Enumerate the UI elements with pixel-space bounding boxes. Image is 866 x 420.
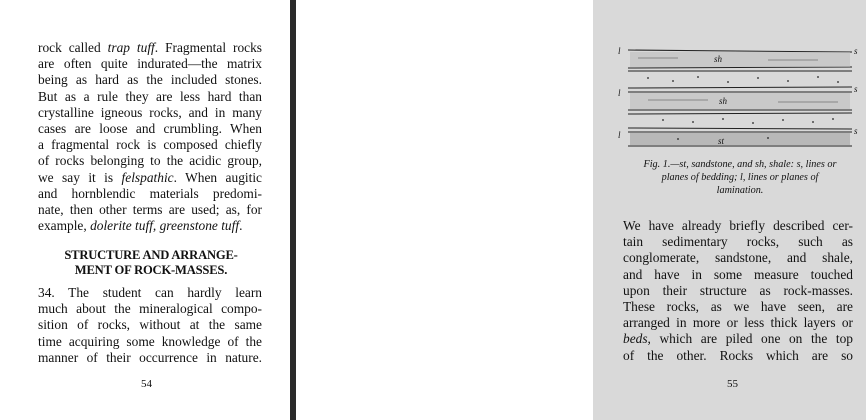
text-line: tain sedimentary rocks, such as bbox=[623, 234, 853, 250]
figure-label-lamination: l bbox=[618, 88, 621, 98]
text-line: upon their structure as rock-masses. bbox=[623, 282, 853, 298]
italic-term: dolerite tuff, greenstone tuff bbox=[90, 218, 240, 234]
text-line: cases are loose and crumbling. When bbox=[38, 121, 262, 137]
figure-label-bedding: s bbox=[854, 46, 858, 56]
figure-caption bbox=[614, 158, 866, 197]
text-line bbox=[623, 331, 853, 347]
text-line bbox=[38, 218, 262, 234]
left-paragraph-1 bbox=[38, 40, 262, 234]
heading-line: MENT OF ROCK-MASSES. bbox=[74, 263, 228, 277]
caption-line: lamination. bbox=[716, 185, 764, 196]
figure-label-lamination: l bbox=[618, 46, 621, 56]
caption-line: Fig. 1.—st, sandstone, and sh, shale: s, lines or bbox=[643, 159, 837, 170]
text-line: manner of their occurrence in nature. bbox=[38, 349, 262, 365]
text-line: are often quite indurated—the matrix bbox=[38, 56, 262, 72]
text-line: 34. The student can hardly learn bbox=[38, 285, 262, 300]
text-line: sition of rocks, without at the same bbox=[38, 317, 262, 333]
text-run: rock called bbox=[38, 40, 108, 55]
figure-label-shale: sh bbox=[714, 54, 723, 64]
text-line: and have in some measure touched bbox=[623, 266, 853, 282]
right-page bbox=[296, 0, 858, 420]
text-line: crystalline igneous rocks, and in many bbox=[38, 104, 262, 120]
text-line: being as hard as the included stones. bbox=[38, 72, 262, 88]
text-line bbox=[38, 40, 262, 56]
text-run: we say it is bbox=[38, 169, 122, 185]
text-line bbox=[38, 170, 262, 186]
italic-term: felspathic bbox=[121, 169, 174, 185]
text-run: . bbox=[239, 218, 243, 234]
text-line: arranged in more or less thick layers or bbox=[623, 315, 853, 331]
page-number-right: 55 bbox=[727, 378, 738, 390]
text-line: a fragmental rock is composed chiefly bbox=[38, 137, 262, 153]
italic-term: trap tuff bbox=[107, 40, 155, 55]
text-line: conglomerate, sandstone, and shale, bbox=[623, 250, 853, 266]
text-run: example, bbox=[38, 218, 91, 234]
text-line: of the other. Rocks which are so bbox=[623, 347, 853, 363]
left-page bbox=[0, 0, 290, 420]
text-line: But as a rule they are less hard than bbox=[38, 88, 262, 104]
text-line: of rocks belonging to the acidic group, bbox=[38, 153, 262, 169]
strata-figure bbox=[618, 40, 862, 156]
figure-label-sandstone: st bbox=[718, 136, 725, 146]
text-run: . Fragmental rocks bbox=[154, 40, 262, 55]
figure-label-bedding: s bbox=[854, 84, 858, 94]
heading-line: STRUCTURE AND ARRANGE- bbox=[64, 248, 238, 262]
right-paragraph bbox=[623, 218, 853, 364]
section-heading bbox=[44, 248, 258, 278]
figure-label-lamination: l bbox=[618, 130, 621, 140]
text-line: We have already briefly described cer- bbox=[623, 218, 853, 233]
figure-label-bedding: s bbox=[854, 126, 858, 136]
italic-term: beds bbox=[623, 331, 648, 347]
caption-line: planes of bedding; l, lines or planes of bbox=[661, 172, 819, 183]
text-line: These rocks, as we have seen, are bbox=[623, 299, 853, 315]
text-line: nate, then other terms are used; as, for bbox=[38, 202, 262, 218]
text-run: , which are piled one on the top bbox=[647, 331, 853, 347]
left-paragraph-2 bbox=[38, 285, 262, 366]
text-line: time acquiring some knowledge of the bbox=[38, 333, 262, 349]
text-line: much about the mineralogical compo- bbox=[38, 301, 262, 317]
figure-label-shale: sh bbox=[719, 96, 728, 106]
page-number-left: 54 bbox=[141, 378, 152, 390]
text-run: . When augitic bbox=[173, 169, 262, 185]
text-line: and hornblendic materials predomi- bbox=[38, 185, 262, 201]
